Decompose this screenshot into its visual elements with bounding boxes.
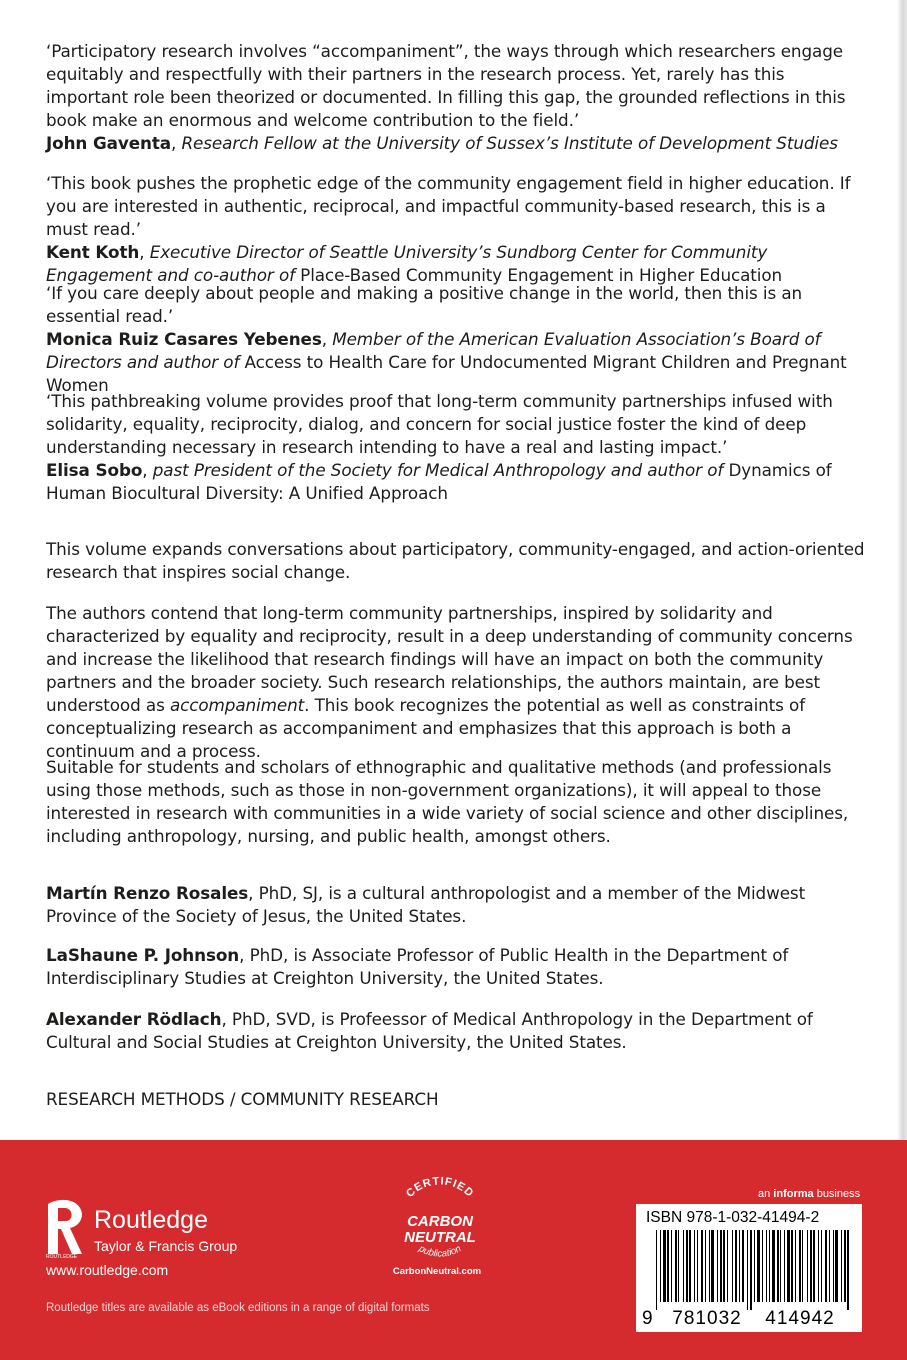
- seal-publication: publication: [416, 1243, 464, 1260]
- praise-quote: ‘If you care deeply about people and making a positive change in the world, then this is an essential read.’ Monica Ruiz Casares Yebenes, Member of the American Evaluation Association’s Board of Directors and author of Access to Health Care for Undocumented Migrant Children and Pregnant Women: [46, 283, 847, 395]
- praise-author: John Gaventa: [46, 133, 172, 153]
- informa-business: an informa business: [758, 1188, 861, 1200]
- page-edge-shadow: [897, 0, 907, 1140]
- barcode-bar: [813, 1230, 815, 1302]
- isbn-label: ISBN 978-1-032-41494-2: [646, 1209, 820, 1226]
- barcode-digit-lead: 9: [642, 1308, 653, 1326]
- barcode-bar: [787, 1230, 790, 1302]
- seal-carbon: CARBON: [407, 1213, 473, 1230]
- publisher-name: Routledge: [94, 1206, 208, 1234]
- praise-role: Member of the American Evaluation Association’s Board of Directors and author of: [46, 329, 821, 372]
- author-name: Alexander Rödlach: [46, 1009, 222, 1029]
- barcode-bar: [739, 1230, 740, 1302]
- barcode-bar: [720, 1230, 722, 1302]
- barcode-bar: [791, 1230, 793, 1302]
- barcode-bar: [835, 1230, 838, 1302]
- barcode-bar: [766, 1230, 767, 1302]
- praise-book-title: Place-Based Community Engagement in Higher Education: [300, 265, 783, 285]
- barcode-bar: [780, 1230, 781, 1302]
- publisher-group: Taylor & Francis Group: [94, 1238, 238, 1254]
- praise-author: Elisa Sobo: [46, 460, 143, 480]
- barcode-bar: [735, 1230, 737, 1302]
- author-bio: LaShaune P. Johnson, PhD, is Associate Professor of Public Health in the Department of Interdisciplinary Studies at Creighton University, the United States.: [46, 945, 789, 988]
- barcode-bar: [802, 1230, 803, 1302]
- barcode-bar: [711, 1230, 714, 1302]
- praise-author: Kent Koth: [46, 242, 140, 262]
- barcode-bar: [656, 1230, 657, 1310]
- barcode-bar: [769, 1230, 770, 1302]
- seal-certified: CERTIFIED: [403, 1175, 477, 1200]
- barcode-bar: [825, 1230, 827, 1302]
- barcode-bar: [784, 1230, 785, 1302]
- praise-quote: ‘This book pushes the prophetic edge of the community engagement field in higher education. If you are interested in authentic, reciprocal, and impactful community-based research, this is a must read.’ Kent Koth, Executive Director of Seattle University’s Sundborg Center for Community Engagement and co-author of Place-Based Community Engagement in Higher Education: [46, 173, 851, 285]
- barcode-bar: [678, 1230, 679, 1302]
- barcode-bar: [821, 1230, 822, 1302]
- praise-role: Executive Director of Seattle University’s Sundborg Center for Community Engagement and co-author of: [46, 242, 768, 285]
- barcode-bar: [742, 1230, 744, 1302]
- barcode-bar: [833, 1230, 834, 1302]
- description-paragraph: Suitable for students and scholars of ethnographic and qualitative methods (and professionals using those methods, such as those in non-government organizations), it will appeal to those interested in research with communities in a wide variety of social science and other disciplines, including anthropology, nursing, and public health, amongst others.: [46, 757, 849, 846]
- carbon-neutral-url: CarbonNeutral.com: [392, 1266, 482, 1277]
- barcode-bar: [675, 1230, 677, 1302]
- barcode-bar: [694, 1230, 695, 1302]
- barcode-icon: [642, 1230, 856, 1326]
- logo-text: ROUTLEDGE: [46, 1254, 78, 1260]
- author-name: Martín Renzo Rosales: [46, 883, 249, 903]
- publisher-footer: [0, 1140, 907, 1360]
- barcode-bar: [660, 1230, 661, 1302]
- ebook-note: Routledge titles are available as eBook editions in a range of digital formats: [46, 1302, 430, 1314]
- praise-quote: ‘This pathbreaking volume provides proof that long-term community partnerships infused with solidarity, equality, reciprocity, dialog, and concern for social justice foster the kind of deep understanding necessary in research intending to have a real and lasting impact.’ Elisa Sobo, past President of the Society for Medical Anthropology and author of Dynamics of Human Biocultural Diversity: A Unified Approach: [46, 391, 833, 503]
- barcode-bar: [777, 1230, 779, 1302]
- seal-neutral: NEUTRAL: [404, 1229, 476, 1246]
- barcode-bar: [705, 1230, 706, 1302]
- barcode-bar: [723, 1230, 725, 1302]
- barcode-bar: [750, 1230, 752, 1310]
- barcode-bar: [795, 1230, 796, 1302]
- isbn-barcode: [636, 1204, 862, 1332]
- description-paragraph: This volume expands conversations about participatory, community-engaged, and action-oriented research that inspires social change.: [46, 539, 865, 582]
- barcode-bar: [683, 1230, 684, 1302]
- barcode-bar: [663, 1230, 666, 1302]
- praise-quote: ‘Participatory research involves “accompaniment”, the ways through which researchers engage equitably and respectfully with their partners in the research process. Yet, rarely has this important role been theorized or documented. In filling this gap, the grounded reflections in this book make an enormous and welcome contribution to the field.’ John Gaventa, Research Fellow at the University of Sussex’s Institute of Development Studies: [46, 41, 846, 153]
- barcode-bar: [807, 1230, 808, 1302]
- barcode-bar: [818, 1230, 819, 1302]
- praise-role: past President of the Society for Medical Anthropology and author of: [152, 460, 729, 480]
- barcode-bar: [762, 1230, 763, 1302]
- barcode-bar: [709, 1230, 710, 1302]
- barcode-bar: [799, 1230, 801, 1302]
- author-name: LaShaune P. Johnson: [46, 945, 240, 965]
- barcode-bar: [697, 1230, 698, 1302]
- barcode-bar: [732, 1230, 733, 1302]
- svg-text:CERTIFIED: [404, 1175, 476, 1200]
- praise-author: Monica Ruiz Casares Yebenes: [46, 329, 322, 349]
- barcode-bar: [847, 1230, 849, 1310]
- barcode-digits-right: 414942: [765, 1308, 835, 1326]
- barcode-bar: [757, 1230, 760, 1302]
- author-bio: Martín Renzo Rosales, PhD, SJ, is a cultural anthropologist and a member of the Midwest Province of the Society of Jesus, the United States.: [46, 883, 806, 926]
- barcode-bar: [686, 1230, 688, 1302]
- subject-category: RESEARCH METHODS / COMMUNITY RESEARCH: [46, 1089, 439, 1109]
- routledge-logo-icon: [44, 1198, 90, 1260]
- barcode-bar: [701, 1230, 703, 1302]
- barcode-bar: [717, 1230, 718, 1302]
- barcode-bar: [727, 1230, 728, 1302]
- barcode-bar: [772, 1230, 775, 1302]
- praise-book-title: Dynamics of Human Biocultural Diversity: A Unified Approach: [46, 460, 832, 503]
- barcode-bar: [841, 1230, 842, 1302]
- barcode-bar: [844, 1230, 846, 1302]
- barcode-bar: [667, 1230, 669, 1302]
- barcode-bar: [829, 1230, 830, 1302]
- description-paragraph: The authors contend that long-term community partnerships, inspired by solidarity and characterized by equality and reciprocity, result in a deep understanding of community concerns and increase the likelihood that research findings will have an impact on both the community partners and the broader society. Such research relationships, the authors maintain, are best understood as accompaniment. This book recognizes the potential as well as constraints of conceptualizing research as accompaniment and emphasizes that this approach is both a continuum and a process.: [46, 603, 853, 761]
- barcode-bar: [671, 1230, 672, 1302]
- barcode-bar: [810, 1230, 812, 1302]
- barcode-bar: [689, 1230, 691, 1302]
- author-bio: Alexander Rödlach, PhD, SVD, is Profeessor of Medical Anthropology in the Department of Cultural and Social Studies at Creighton University, the United States.: [46, 1009, 813, 1052]
- praise-role: Research Fellow at the University of Sussex’s Institute of Development Studies: [181, 133, 838, 153]
- publisher-url[interactable]: www.routledge.com: [46, 1262, 169, 1278]
- barcode-bar: [747, 1230, 748, 1310]
- praise-book-title: Access to Health Care for Undocumented Migrant Children and Pregnant Women: [46, 352, 847, 395]
- barcode-bar: [754, 1230, 755, 1302]
- barcode-digits-left: 781032: [672, 1308, 742, 1326]
